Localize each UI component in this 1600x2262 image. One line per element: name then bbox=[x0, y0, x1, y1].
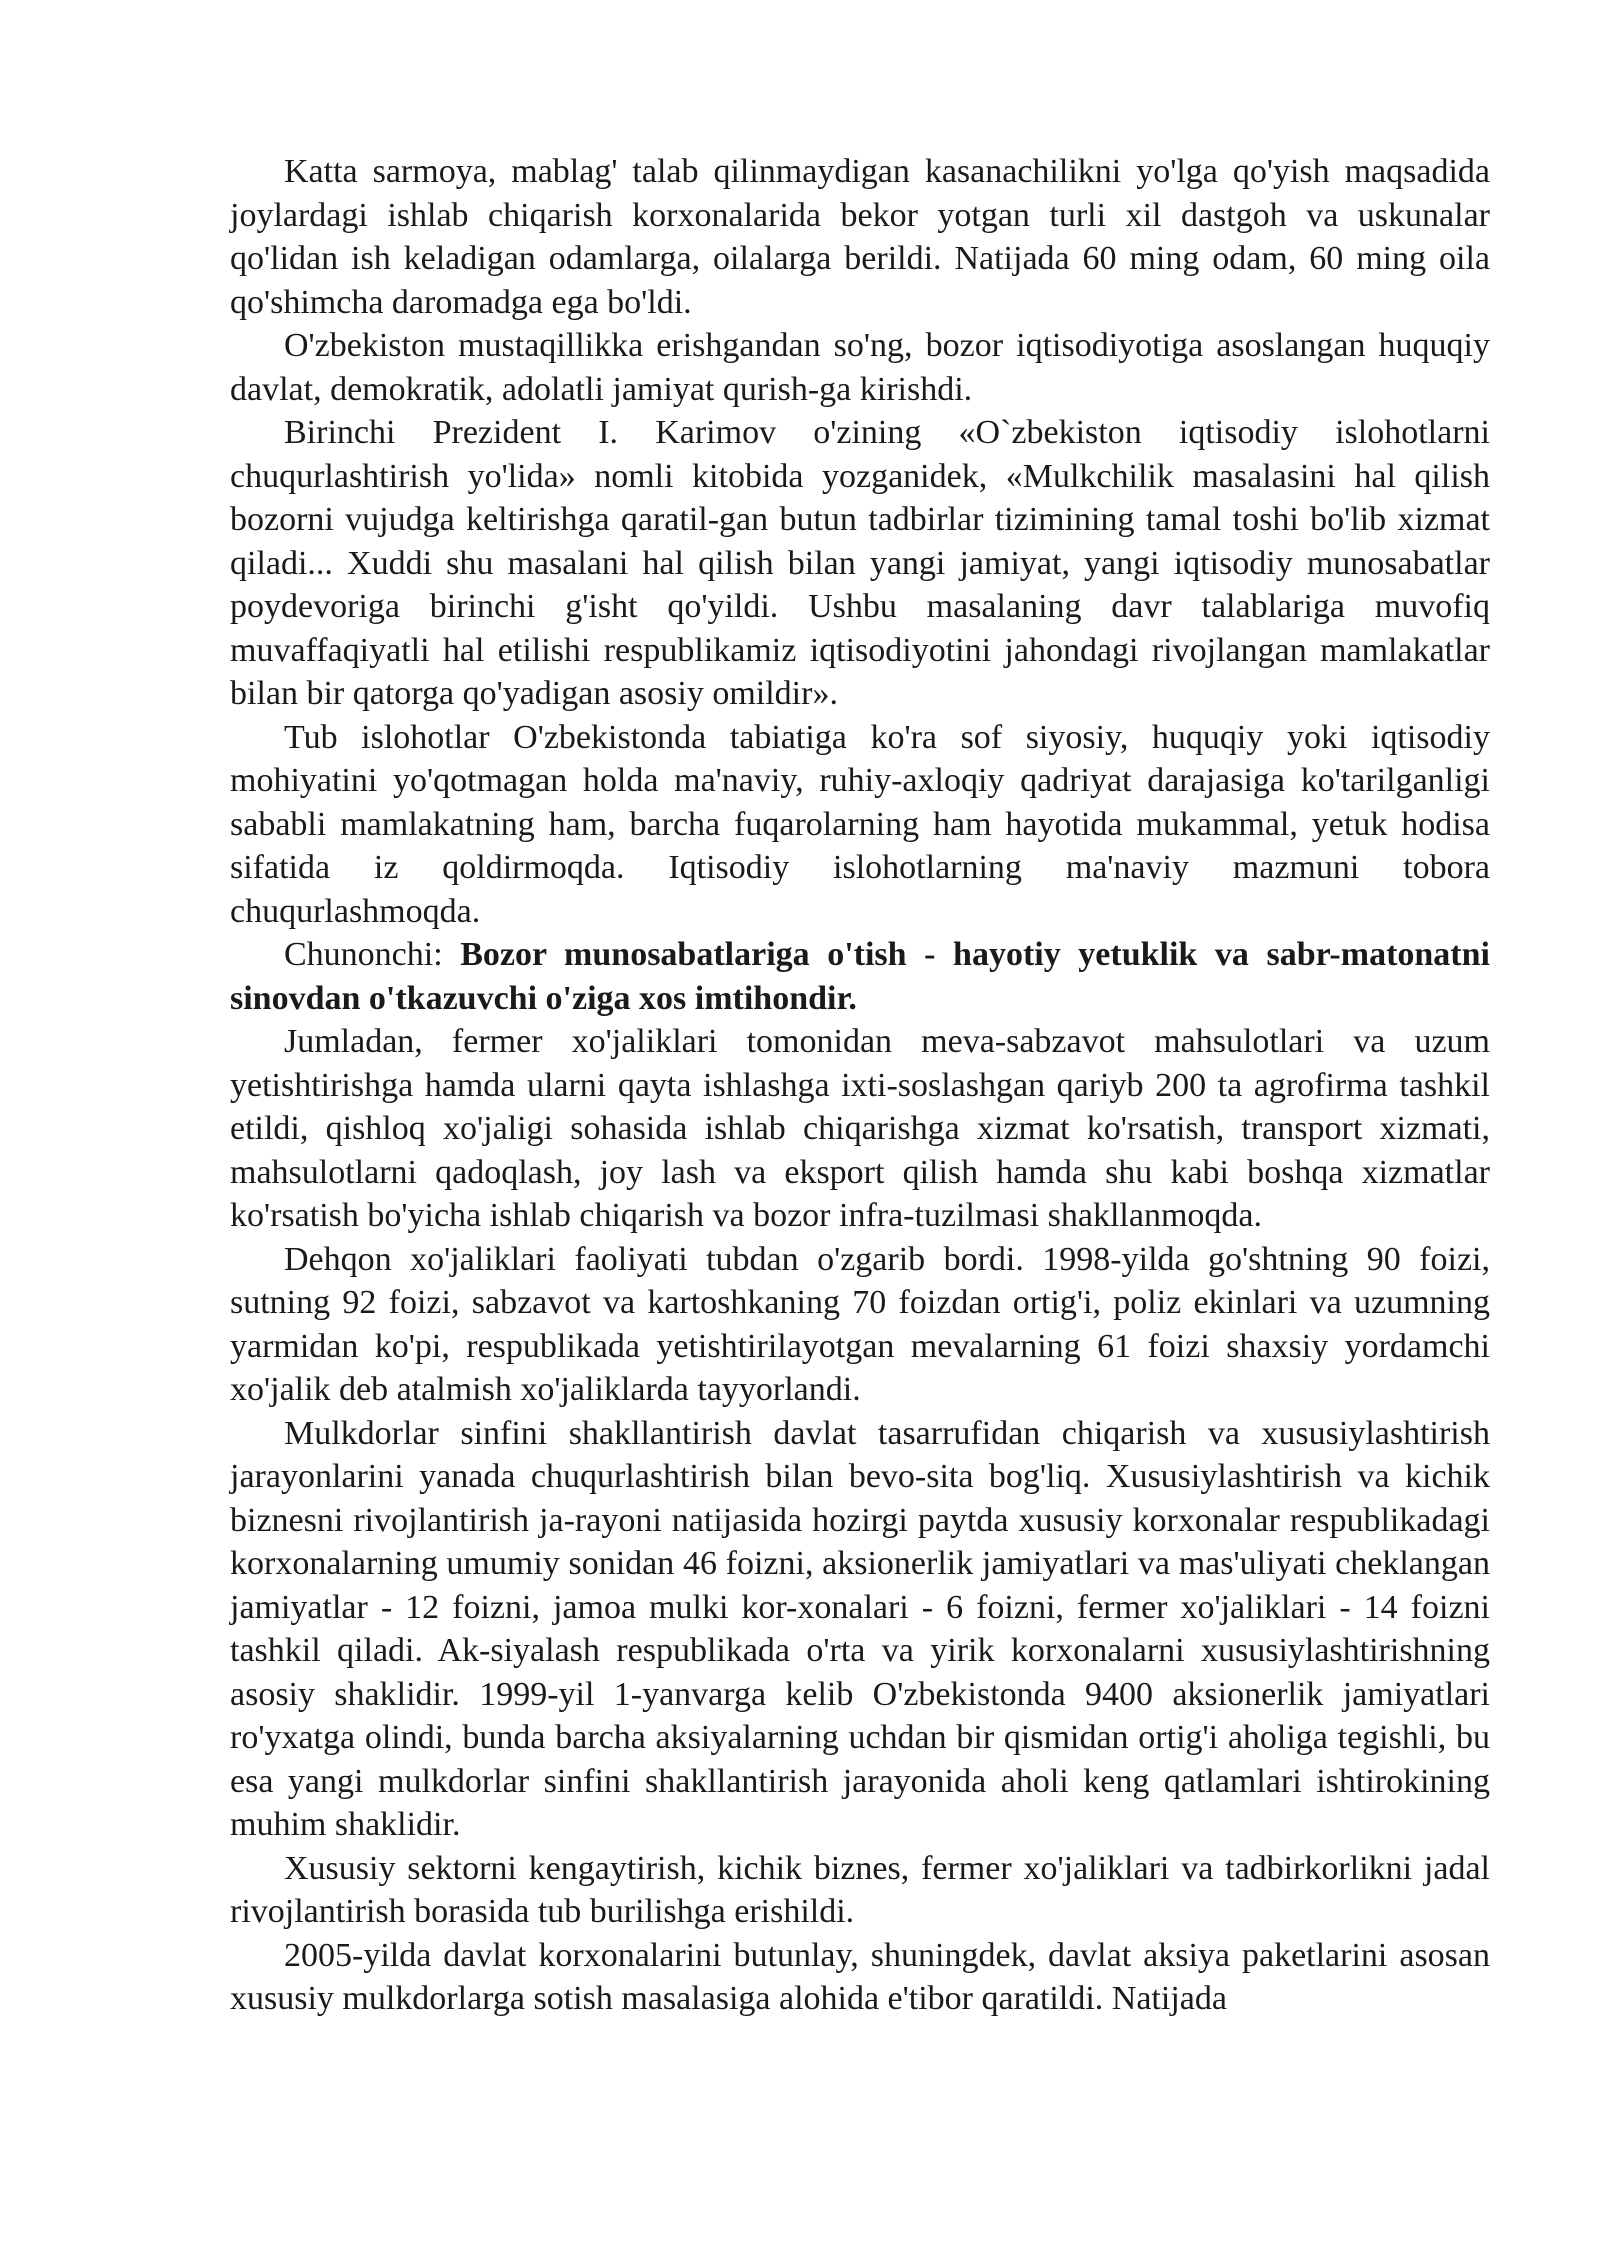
paragraph-karimov-quote: Birinchi Prezident I. Karimov o'zining «O`zbekiston iqtisodiy islohotlarni chuqurlashtirish yo'lida» nomli kitobida yozganidek, «Mulkchilik masalasini hal qilish bozorni vujudga keltirishga qaratil-gan butun tadbirlar tizimining tamal toshi bo'lib xizmat qiladi... Xuddi shu masalani hal qilish bilan yangi jamiyat, yangi iqtisodiy munosabatlar poydevoriga birinchi g'isht qo'yildi. Ushbu masalaning davr talablariga muvofiq muvaffaqiyatli hal etilishi respublikamiz iqtisodiyotini jahondagi rivojlangan mamlakatlar bilan bir qatorga qo'yadigan asosiy omildir». bbox=[230, 414, 1490, 712]
document-page bbox=[230, 150, 1490, 2021]
paragraph-mulkdorlar: Mulkdorlar sinfini shakllantirish davlat tasarrufidan chiqarish va xususiylashtirish jarayonlarini yanada chuqurlashtirish bilan bevo-sita bog'liq. Xususiylashtirish va kichik biznesni rivojlantirish ja-rayoni natijasida hozirgi paytda xususiy korxonalar respublikadagi korxonalarning umumiy sonidan 46 foizni, aksionerlik jamiyatlari va mas'uliyati cheklangan jamiyatlar - 12 foizni, jamoa mulki kor-xonalari - 6 foizni, fermer xo'jaliklari - 14 foizni tashkil qiladi. Ak-siyalash respublikada o'rta va yirik korxonalarni xususiylashtirishning asosiy shaklidir. 1999-yil 1-yanvarga kelib O'zbekistonda 9400 aksionerlik jamiyatlari ro'yxatga olindi, bunda barcha aksiyalarning uchdan bir qismidan ortig'i aholiga tegishli, bu esa yangi mulkdorlar sinfini shakllantirish jarayonida aholi keng qatlamlari ishtirokining muhim shaklidir. bbox=[230, 1414, 1490, 1843]
paragraph-kasanachilik: Katta sarmoya, mablag' talab qilinmaydigan kasanachilikni yo'lga qo'yish maqsadida joylardagi ishlab chiqarish korxonalarida bekor yotgan turli xil dastgoh va uskunalar qo'lidan ish keladigan odamlarga, oilalarga berildi. Natijada 60 ming odam, 60 ming oila qo'shimcha daromadga ega bo'ldi. bbox=[230, 153, 1490, 321]
paragraph-fermer-agrofirma: Jumladan, fermer xo'jaliklari tomonidan meva-sabzavot mahsulotlari va uzum yetishtirishga hamda ularni qayta ishlashga ixti-soslashgan qariyb 200 ta agrofirma tashkil etildi, qishloq xo'jaligi sohasida ishlab chiqarishga xizmat ko'rsatish, transport xizmati, mahsulotlarni qadoqlash, joy lash va eksport qilish hamda shu kabi boshqa xizmatlar ko'rsatish bo'yicha ishlab chiqarish va bozor infra-tuzilmasi shakllanmoqda. bbox=[230, 1023, 1490, 1234]
chunonchi-bold-statement: Bozor munosabatlariga o'tish - hayotiy yetuklik va sabr-matonatni sinovdan o'tkazuvchi o'ziga xos imtihondir. bbox=[230, 936, 1490, 1017]
paragraph-mustaqillik: O'zbekiston mustaqillikka erishgandan so'ng, bozor iqtisodiyotiga asoslangan huquqiy davlat, demokratik, adolatli jamiyat qurish-ga kirishdi. bbox=[230, 327, 1490, 408]
paragraph-chunonchi bbox=[230, 933, 1490, 1020]
chunonchi-lead: Chunonchi: bbox=[284, 936, 461, 973]
paragraph-tub-islohotlar: Tub islohotlar O'zbekistonda tabiatiga ko'ra sof siyosiy, huquqiy yoki iqtisodiy mohiyatini yo'qotmagan holda ma'naviy, ruhiy-axloqiy qadriyat darajasiga ko'tarilganligi sababli mamlakatning ham, barcha fuqarolarning ham hayotida mukammal, yetuk hodisa sifatida iz qoldirmoqda. Iqtisodiy islohotlarning ma'naviy mazmuni tobora chuqurlashmoqda. bbox=[230, 718, 1490, 930]
paragraph-dehqon: Dehqon xo'jaliklari faoliyati tubdan o'zgarib bordi. 1998-yilda go'shtning 90 foizi, sutning 92 foizi, sabzavot va kartoshkaning 70 foizdan ortig'i, poliz ekinlari va uzumning yarmidan ko'pi, respublikada yetishtirilayotgan mevalarning 61 foizi shaxsiy yordamchi xo'jalik deb atalmish xo'jaliklarda tayyorlandi. bbox=[230, 1240, 1490, 1408]
paragraph-xususiy-sektor: Xususiy sektorni kengaytirish, kichik biznes, fermer xo'jaliklari va tadbirkorlikni jadal rivojlantirish borasida tub burilishga erishildi. bbox=[230, 1849, 1490, 1930]
paragraph-2005-yil: 2005-yilda davlat korxonalarini butunlay, shuningdek, davlat aksiya paketlarini asosan xususiy mulkdorlarga sotish masalasiga alohida e'tibor qaratildi. Natijada bbox=[230, 1936, 1490, 2017]
